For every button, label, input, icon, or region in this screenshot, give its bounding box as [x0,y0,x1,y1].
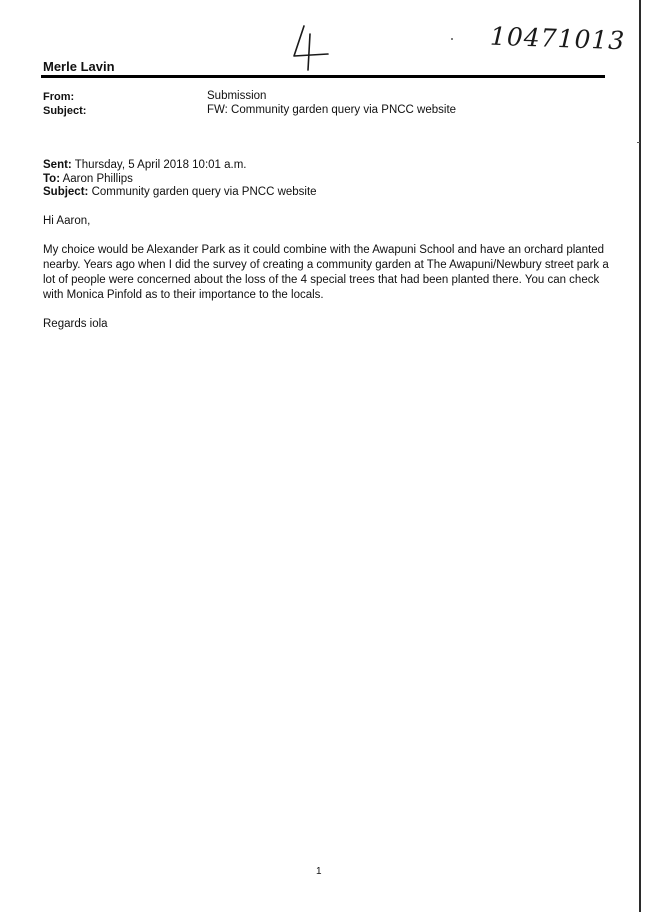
from-value: Submission [207,90,267,102]
forwarded-to-line [43,173,133,185]
scan-speck [637,142,640,143]
subject-value: FW: Community garden query via PNCC website [207,104,457,116]
handwritten-page-mark-text: 4 [288,20,289,21]
scan-edge-line [639,0,641,912]
scan-speck [451,38,453,40]
to-label: To: [43,173,61,185]
handwritten-reference-number: 10471013 [489,21,626,56]
page-number: 1 [316,866,322,877]
to-value: Aaron Phillips [62,173,133,185]
signoff: Regards iola [43,318,108,330]
forwarded-subject-line [43,186,317,198]
forwarded-subject-label: Subject: [43,186,89,198]
sent-value: Thursday, 5 April 2018 10:01 a.m. [74,159,247,171]
from-label: From: [43,91,75,103]
forwarded-subject-value: Community garden query via PNCC website [91,186,317,198]
subject-label: Subject: [43,105,87,117]
handwritten-page-mark [288,20,334,72]
header-rule [41,75,605,78]
greeting: Hi Aaron, [43,215,91,227]
message-paragraph: My choice would be Alexander Park as it could combine with the Awapuni School and have an orchard planted nearby. Years ago when I did the survey of creating a community garden at The Awapuni/Newbury street park a lot of people were concerned about the loss of the 4 special trees that had been planted there. You can check with Monica Pinfold as to their importance to the locals. [43,244,609,301]
sender-name: Merle Lavin [43,59,115,74]
forwarded-sent-line [43,159,247,171]
sent-label: Sent: [43,159,72,171]
